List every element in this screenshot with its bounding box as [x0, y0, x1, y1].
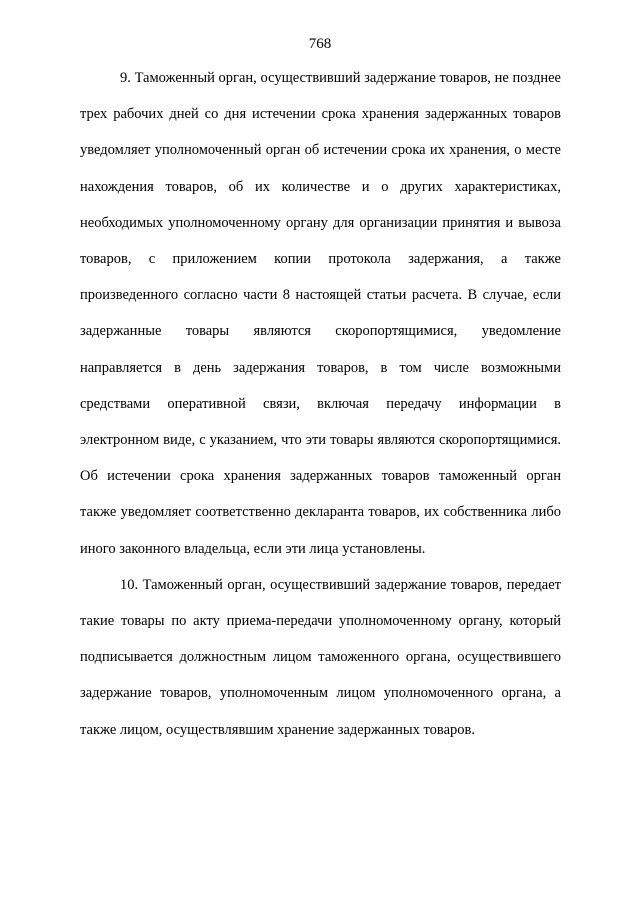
paragraph-10: 10. Таможенный орган, осуществивший задержание товаров, передает такие товары по акту приема-передачи уполномоченному органу, который подписывается должностным лицом таможенного органа, осуществившего задержание товаров, уполномоченным лицом уполномоченного органа, а также лицом, осуществлявшим хранение задержанных товаров.	[80, 576, 561, 738]
page-number: 768	[308, 36, 332, 52]
document-body	[80, 60, 561, 748]
paragraph-9: 9. Таможенный орган, осуществивший задержание товаров, не позднее трех рабочих дней со дня истечении срока хранения задержанных товаров уведомляет уполномоченный орган об истечении срока их хранения, о месте нахождения товаров, об их количестве и о других характеристиках, необходимых уполномоченному органу для организации принятия и вывоза товаров, с приложением копии протокола задержания, а также произведенного согласно части 8 настоящей статьи расчета. В случае, если задержанные товары являются скоропортящимися, уведомление направляется в день задержания товаров, в том числе возможными средствами оперативной связи, включая передачу информации в электронном виде, с указанием, что эти товары являются скоропортящимися. Об истечении срока хранения задержанных товаров таможенный орган также уведомляет соответственно декларанта товаров, их собственника либо иного законного владельца, если эти лица установлены.	[80, 70, 561, 557]
